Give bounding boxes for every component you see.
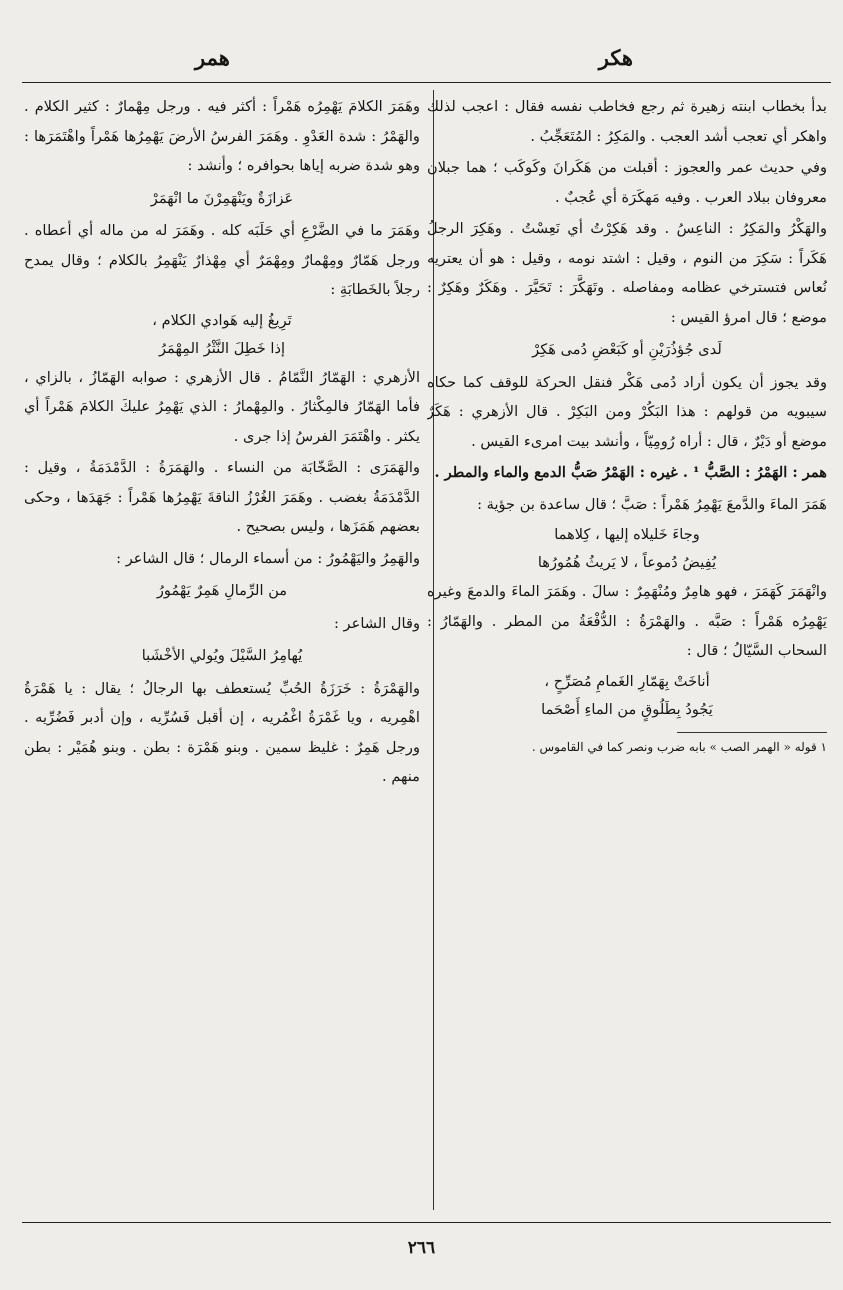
paragraph: والهَمِرُ واليَهْمُورُ : من أسماء الرمال ؛ قال الشاعر :	[116, 549, 420, 567]
verse-line: لَدى جُؤذُرَيْنِ أو كَبَعْضِ دُمى هَكِرْ	[532, 341, 722, 358]
paragraph: والهَمَرَى : الصَّخّابَة من النساء . والهَمَرَةُ : الدَّمْدَمَةُ ، وقيل : الدَّمْدَمَةُ بغضب . وهَمَرَ الغُرْزُ الناقةَ يَهْمِرُها هَمْراً : جَهَدَها ، وحكى بعضهم هَمَزَها ، وليس بصحيح .	[24, 459, 420, 535]
footnote-rule	[677, 732, 827, 733]
running-head-right: هكر	[598, 45, 633, 70]
right-column	[427, 92, 827, 1210]
entry-heading-paragraph: همر : الهَمْرُ : الصَّبُّ ¹ . غيره : الهَمْرُ صَبُّ الدمع والماء والمطر .	[434, 464, 827, 481]
paragraph: بدأ بخطاب ابنته زهيرة ثم رجع فخاطب نفسه فقال : اعجب لذلك واهكر أي تعجب أشد العجب . والمَكِرُ : المُتَعَجِّبُ .	[427, 98, 827, 145]
verse-line: تَرِيغُ إليه هَوادي الكلام ،	[152, 311, 292, 329]
verse-line: إذا خَطِلَ النَّثْرُ المِهْمَرُ	[158, 339, 286, 357]
verse-line: وجاءَ خَليلاه إليها ، كِلاهما	[554, 526, 700, 543]
paragraph: وقد يجوز أن يكون أراد دُمى هَكْر فنقل الحركة للوقف كما حكاه سيبويه من قولهم : هذا البَكُرْ ومن البَكِرْ . قال الأزهري : هَكَرٌ موضع أو دَيْرٌ ، قال : أراه رُومِيّاً ، وأنشد بيت امرىء القيس .	[427, 373, 827, 450]
paragraph: وانْهَمَرَ كَهَمَرَ ، فهو هامِرٌ ومُنْهَمِرٌ : سالَ . وهَمَرَ الماءَ والدمعَ وغيره يَهْمِرُه هَمْراً : صَبَّه . والهَمْرَةُ : الدُّفْعَةُ من المطر . والهَمّارُ : السحاب السَّيّالُ ؛ قال :	[427, 583, 827, 659]
paragraph: الأزهري : الهَمّارُ النَّمّامُ . قال الأزهري : صوابه الهَمّازُ ، بالزاي ، فأما الهَمّارُ فالمِكْثارُ . والمِهْمارُ : الذي يَهْمِرُ عليكَ الكلامَ هَمْراً أي يكثر . واهْتَمَرَ الفرسُ إذا جرى .	[24, 368, 420, 445]
verse-line: أناخَتْ بِهَمّارِ الغَمامِ مُصَرِّحٍ ،	[544, 672, 710, 690]
header-rule	[22, 82, 831, 83]
paragraph: وهَمَرَ الكلامَ يَهْمِرُه هَمْراً : أكثر فيه . ورجل مِهْمارٌ : كثير الكلام . والهَمْرُ : شدة العَدْوِ . وهَمَرَ الفرسُ الأرضَ يَهْمِرُها هَمْراً واهْتَمَرَها : وهو شدة ضربه إياها بحوافره ؛ وأنشد :	[24, 98, 420, 174]
paragraph: والهَكْرُ والمَكِرُ : الناعِسُ . وقد هَكِرْتُ أي نَعِسْتُ . وهَكِرَ الرجلُ هَكَراً : سَكِرَ من النوم ، وقيل : اشتد نومه ، وقيل : هو أن يعتريه نُعاس فتسترخي عظامه ومفاصله . وتَهَكَّرَ : تَحَيَّرَ . وهَكَرٌ وهَكِرٌ : موضع ؛ قال امرؤ القيس :	[427, 220, 827, 326]
footnote: ١ قوله « الهمر الصب » بابه ضرب ونصر كما في القاموس .	[531, 739, 827, 754]
verse-line: عَزازَةٌ ويَنْهَمِرْنَ ما انْهَمَرْ	[150, 189, 294, 207]
paragraph: وفي حديث عمر والعجوز : أقبلت من هَكَرانَ وكَوكَب ؛ هما جبلان معروفان ببلاد العرب . وفيه مَهكَرَة أي عُجبٌ .	[427, 159, 827, 206]
paragraph: وقال الشاعر :	[334, 614, 420, 632]
verse-line: من الرِّمالِ هَمِرٌ يَهْمُورُ	[156, 582, 288, 599]
left-column	[24, 92, 420, 1210]
verse-line: يُهامِرُ السَّيْلَ ويُولي الأخْشَبا	[141, 647, 303, 664]
paragraph: والهَمْرَةُ : خَرَزَةُ الحُبِّ يُستعطف بها الرجالُ ؛ يقال : يا هَمْرَةُ اهْمِريه ، ويا غَمْرَةُ اغْمُريه ، إن أقبل فَسُرِّيه ، وإن أدبر فَضُرِّيه . ورجل هَمِرٌ : غليظ سمين . وبنو هَمْرَة : بطن . وبنو هُمَيْر : بطن منهم .	[24, 679, 420, 785]
page-number: ٢٦٦	[407, 1238, 436, 1258]
paragraph: وهَمَرَ ما في الضَّرْعِ أي حَلَبَه كله . وهَمَرَ له من ماله أي أعطاه . ورجل هَمّارٌ ومِهْمارٌ ومِهْمَرٌ أي مِهْذارٌ يَنْهَمِرُ بالكلام ؛ وقال يمدح رجلاً بالخَطابَةِ :	[24, 222, 420, 298]
running-head-left: همر	[195, 45, 230, 70]
paragraph: هَمَرَ الماءَ والدَّمعَ يَهْمِرُ هَمْراً : صَبَّ ؛ قال ساعدة بن جؤية :	[477, 495, 827, 513]
footer-rule	[22, 1222, 831, 1223]
verse-line: يَجُودُ بِطَلُوقٍ من الماءِ أَصْحَما	[541, 700, 713, 718]
verse-line: يُفِيضُ دُموعاً ، لا يَريثُ هُمُورُها	[537, 554, 717, 571]
